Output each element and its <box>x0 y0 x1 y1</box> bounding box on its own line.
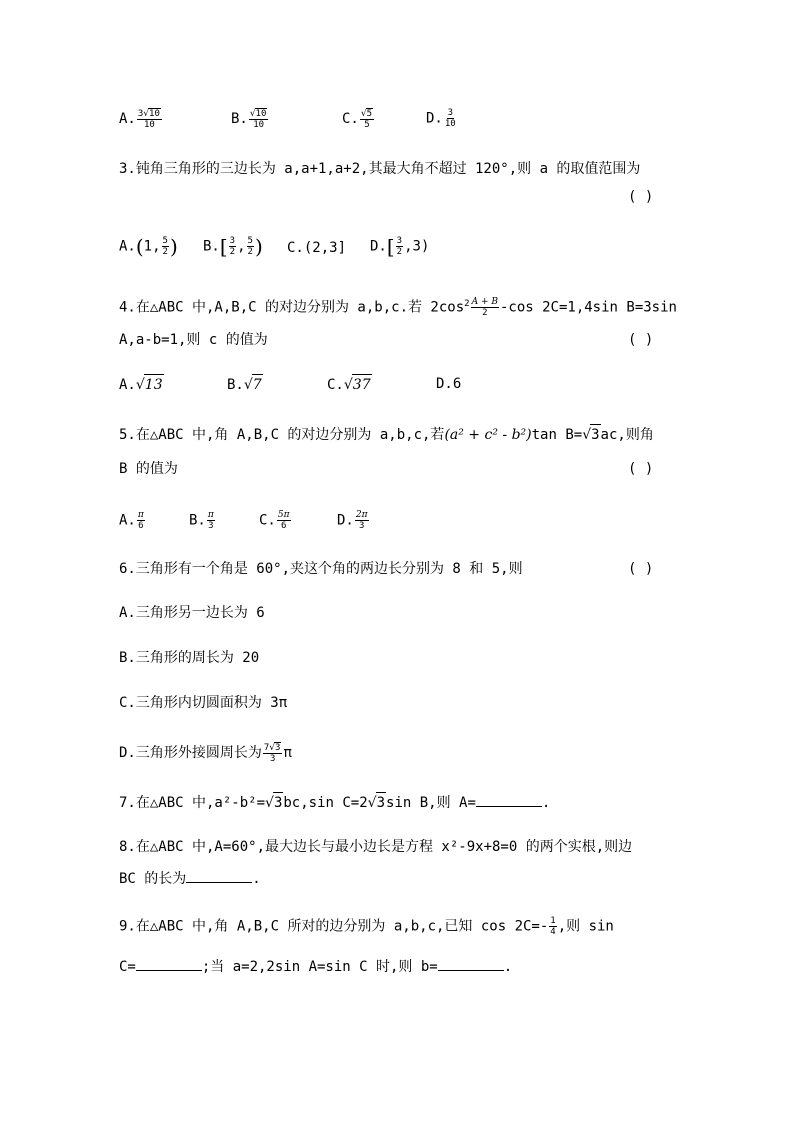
q5-option-b: B. $\frac{\pi}{3}$ <box>189 510 214 531</box>
q5-stem-line2: B 的值为 <box>119 461 178 477</box>
q4-stem-line1: 4.在△ABC 中,A,B,C 的对边分别为 a,b,c.若 $2\cos^2$ $\frac{A + B}{2}$ -cos 2C=1,4sin B=3sin <box>119 297 677 319</box>
q4-option-a: A.√13 <box>119 374 164 395</box>
q2-option-c: C. $\frac{√5}{5}$ <box>342 109 373 130</box>
q5-option-c: C. $\frac{5\pi}{6}$ <box>259 510 290 531</box>
q4-option-c: C.√37 <box>327 374 372 395</box>
q2-a-fraction: $\frac{3√10}{10}$ <box>137 109 160 130</box>
q6-answer-paren: ( ) <box>628 561 654 577</box>
q8-stem-line1: 8.在△ABC 中,A=60°,最大边长与最小边长是方程 x²-9x+8=0 的两个实根,则边 <box>119 839 633 855</box>
q6-stem: 6.三角形有一个角是 60°,夹这个角的两边长分别为 8 和 5,则 <box>119 561 523 577</box>
q9-answer-blank-1[interactable] <box>136 956 202 971</box>
q9-stem-line2: C= ;当 a=2,2sin A=sin C 时,则 b= . <box>119 956 512 977</box>
q7-answer-blank[interactable] <box>476 792 542 807</box>
q6-option-b: B.三角形的周长为 20 <box>119 650 260 666</box>
q4-answer-paren: ( ) <box>628 332 654 348</box>
q6-option-a: A.三角形另一边长为 6 <box>119 605 265 621</box>
q5-stem-line1: 5.在△ABC 中,角 A,B,C 的对边分别为 a,b,c,若(a² + c² - b²)tan B=√3ac,则角 <box>119 424 654 445</box>
q4-option-d: D.6 <box>436 376 462 392</box>
q2-option-a: A. $\frac{3√10}{10}$ <box>119 109 160 130</box>
q3-answer-paren: ( ) <box>628 189 654 205</box>
q3-option-a: A.(1, $\frac{5}{2}$ ) <box>119 234 178 259</box>
q3-option-d: D.[ $\frac{3}{2}$ ,3) <box>370 234 430 259</box>
q5-answer-paren: ( ) <box>628 461 654 477</box>
q6-option-d: D.三角形外接圆周长为 $\frac{7√3}{3}$ π <box>119 743 292 764</box>
q8-stem-line2: BC 的长为 . <box>119 868 261 889</box>
q4-option-b: B.√7 <box>227 374 263 395</box>
q4-stem-line2: A,a-b=1,则 c 的值为 <box>119 332 268 348</box>
q5-option-d: D. $\frac{2\pi}{3}$ <box>337 510 368 531</box>
q8-answer-blank[interactable] <box>186 868 252 883</box>
q3-option-b: B.[ $\frac{3}{2}$ , $\frac{5}{2}$ ) <box>203 234 263 259</box>
q7-stem: 7.在△ABC 中,a²-b²=√3bc,sin C=2√3sin B,则 A= . <box>119 792 550 813</box>
q9-answer-blank-2[interactable] <box>438 956 504 971</box>
q3-option-c: C.(2,3] <box>287 240 347 256</box>
q2-option-b: B. $\frac{√10}{10}$ <box>231 109 267 130</box>
q5-option-a: A. $\frac{\pi}{6}$ <box>119 510 144 531</box>
q3-stem: 3.钝角三角形的三边长为 a,a+1,a+2,其最大角不超过 120°,则 a 的取值范围为 <box>119 161 641 177</box>
q6-option-c: C.三角形内切圆面积为 3π <box>119 695 288 711</box>
q9-stem-line1: 9.在△ABC 中,角 A,B,C 所对的边分别为 a,b,c,已知 cos 2C=- $\frac{1}{4}$ ,则 sin <box>119 916 614 937</box>
q2-option-d: D. $\frac{3}{10}$ <box>426 108 456 129</box>
